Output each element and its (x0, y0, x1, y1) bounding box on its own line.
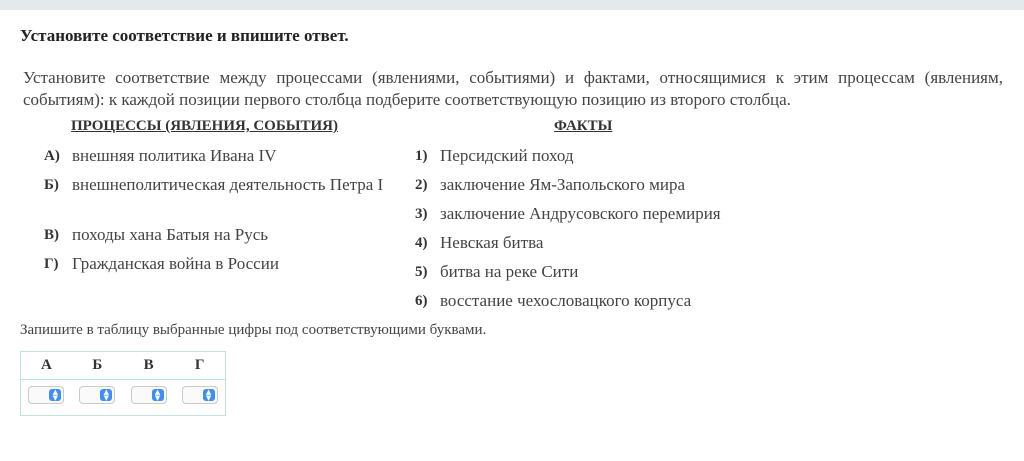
fact-marker: 6) (415, 293, 428, 309)
answer-select-g[interactable] (182, 386, 218, 404)
select-arrows-icon: ▲ ▼ (100, 389, 112, 401)
fact-text: Персидский поход (440, 146, 574, 165)
process-text: внешнеполитическая деятельность Петра I (72, 175, 384, 194)
fact-text: заключение Ям-Запольского мира (440, 175, 685, 194)
fact-marker: 5) (415, 264, 428, 280)
select-arrows-icon: ▲ ▼ (152, 389, 164, 401)
fact-text: заключение Андрусовского перемирия (440, 204, 721, 223)
fact-marker: 4) (415, 235, 428, 251)
fact-marker: 3) (415, 206, 428, 222)
answer-letter: А (40, 357, 52, 374)
answer-select-b[interactable] (79, 386, 115, 404)
processes-column-title: ПРОЦЕССЫ (ЯВЛЕНИЯ, СОБЫТИЯ) (71, 118, 338, 134)
answer-select-a[interactable] (28, 386, 64, 404)
process-text: походы хана Батыя на Русь (72, 225, 269, 244)
fact-marker: 1) (415, 148, 428, 164)
select-arrows-icon: ▲ ▼ (49, 389, 61, 401)
process-marker: А) (44, 148, 60, 164)
fact-text: битва на реке Сити (440, 262, 579, 281)
process-marker: В) (44, 227, 59, 243)
process-marker: Г) (44, 256, 59, 272)
process-item (44, 174, 386, 218)
select-arrows-icon: ▲ ▼ (203, 389, 215, 401)
answer-instruction: Запишите в таблицу выбранные цифры под соответствующими буквами. (20, 322, 487, 338)
answer-letter: Г (194, 357, 205, 374)
answer-select-v[interactable] (131, 386, 167, 404)
fact-text: Невская битва (440, 233, 544, 252)
answer-letter: Б (92, 357, 103, 374)
process-text: внешняя политика Ивана IV (72, 146, 277, 165)
answer-table (20, 351, 226, 416)
top-bar (0, 0, 1024, 10)
answer-letter: В (143, 357, 154, 374)
process-marker: Б) (44, 177, 59, 193)
task-description: Установите соответствие между процессами (явлениями, событиями) и фактами, относящимися к этим процессам (явлениям, событиям): к каждой позиции первого столбца подберите соответствующую позицию из второго столбца. (23, 68, 1003, 109)
fact-marker: 2) (415, 177, 428, 193)
task-heading: Установите соответствие и впишите ответ. (20, 26, 349, 45)
fact-text: восстание чехословацкого корпуса (440, 291, 692, 310)
facts-column-title: ФАКТЫ (554, 118, 613, 134)
process-text: Гражданская война в России (72, 254, 279, 273)
